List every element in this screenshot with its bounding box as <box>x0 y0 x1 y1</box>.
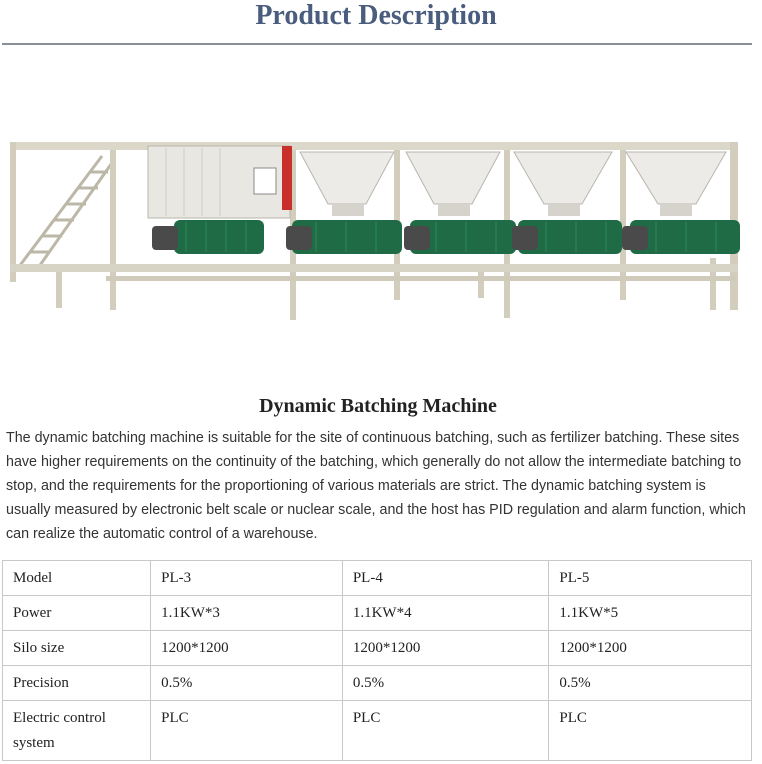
table-row <box>3 596 752 631</box>
table-row <box>3 666 752 701</box>
spec-value: 1.1KW*3 <box>151 596 343 631</box>
spec-value: PL-3 <box>151 561 343 596</box>
spec-table <box>2 560 752 761</box>
spec-value: 1.1KW*4 <box>342 596 549 631</box>
spec-value: PLC <box>549 701 752 761</box>
spec-value: 1200*1200 <box>151 631 343 666</box>
spec-value: PLC <box>342 701 549 761</box>
table-row <box>3 561 752 596</box>
spec-label: Power <box>3 596 151 631</box>
machine-illustration <box>10 142 740 320</box>
spec-value: 1.1KW*5 <box>549 596 752 631</box>
page-title: Product Description <box>255 0 497 31</box>
spec-value: 0.5% <box>151 666 343 701</box>
table-row <box>3 631 752 666</box>
spec-label: Model <box>3 561 151 596</box>
spec-value: PL-5 <box>549 561 752 596</box>
product-name: Dynamic Batching Machine <box>259 395 497 417</box>
product-description: The dynamic batching machine is suitable for the site of continuous batching, such as fertilizer batching. These sites have higher requirements on the continuity of the batching, which generally do not allow the intermediate batching to stop, and the requirements for the proportioning of various materials are strict. The dynamic batching system is usually measured by electronic belt scale or nuclear scale, and the host has PID regulation and alarm function, which can realize the automatic control of a warehouse. <box>6 430 746 542</box>
spec-label: Precision <box>3 666 151 701</box>
title-divider <box>2 43 752 45</box>
spec-value: 0.5% <box>342 666 549 701</box>
spec-value: 1200*1200 <box>549 631 752 666</box>
spec-value: 0.5% <box>549 666 752 701</box>
table-row <box>3 701 752 761</box>
spec-label: Silo size <box>3 631 151 666</box>
spec-value: 1200*1200 <box>342 631 549 666</box>
spec-label: Electric control system <box>3 701 151 761</box>
product-image <box>6 128 752 328</box>
spec-value: PLC <box>151 701 343 761</box>
spec-value: PL-4 <box>342 561 549 596</box>
